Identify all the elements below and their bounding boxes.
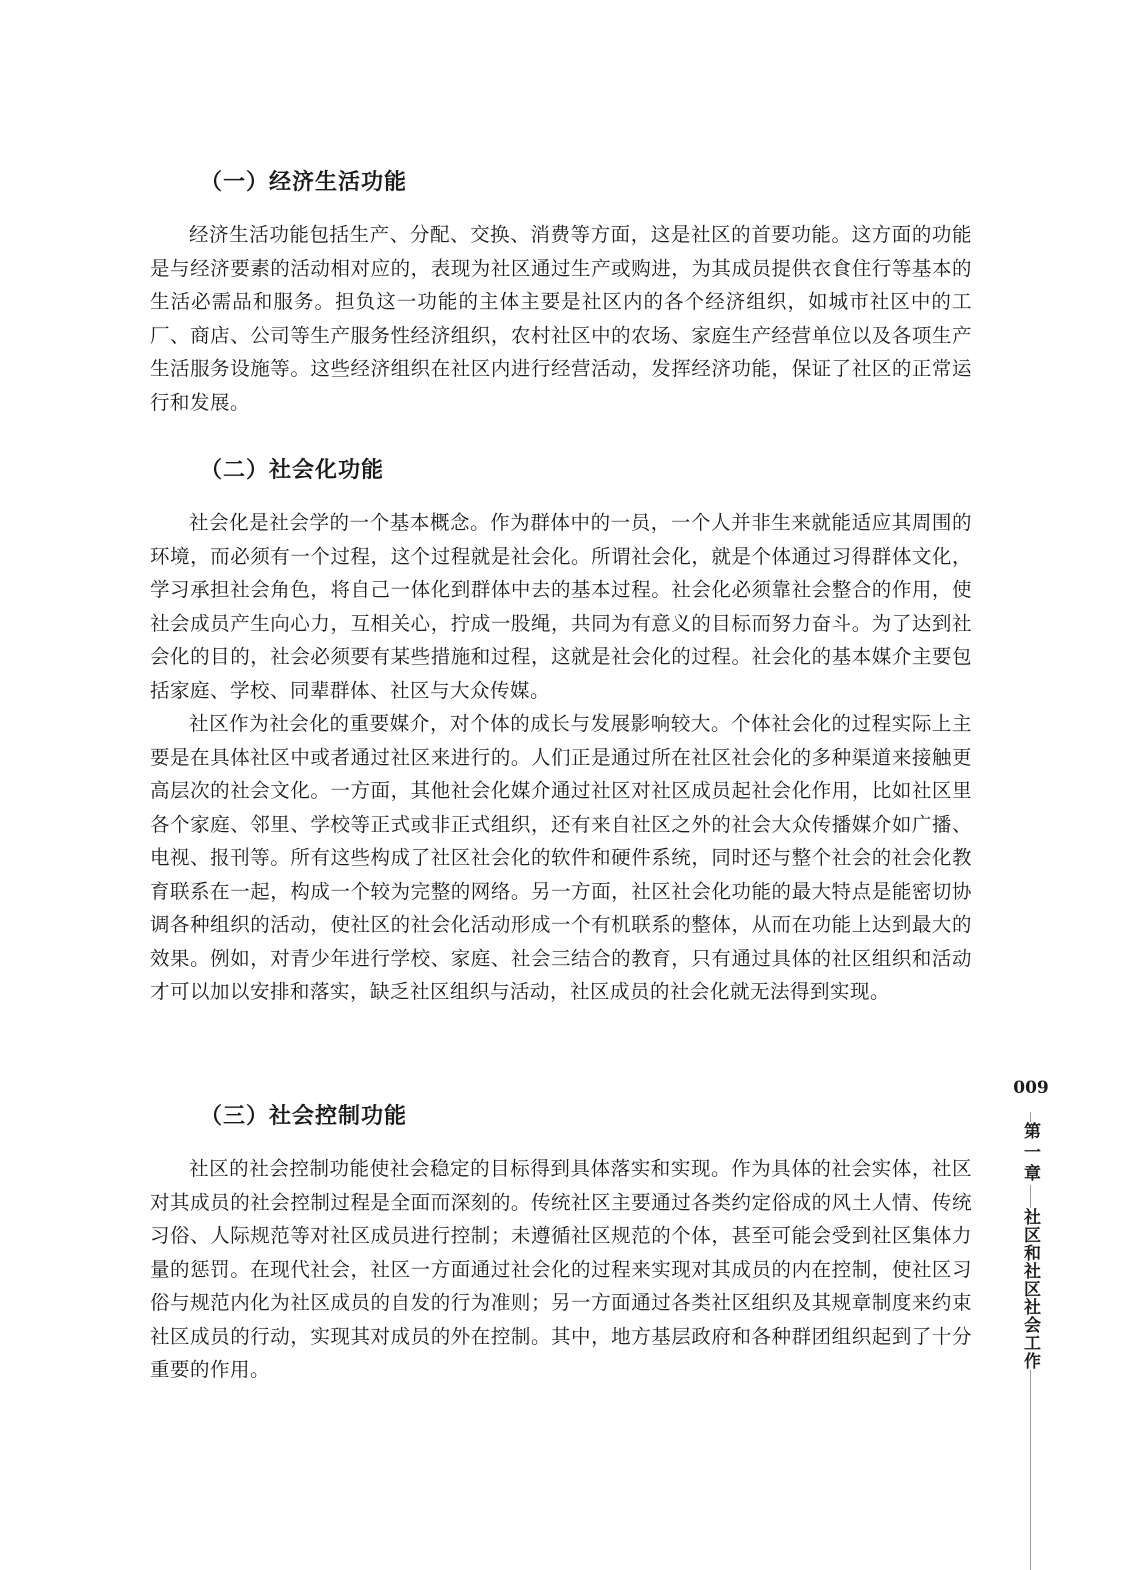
paragraph: 经济生活功能包括生产、分配、交换、消费等方面，这是社区的首要功能。这方面的功能是与经济要素的活动相对应的，表现为社区通过生产或购进，为其成员提供衣食住行等基本的生活必需品和服务。担负这一功能的主体主要是社区内的各个经济组织，如城市社区中的工厂、商店、公司等生产服务性经济组织，农村社区中的农场、家庭生产经营单位以及各项生产生活服务设施等。这些经济组织在社区内进行经营活动，发挥经济功能，保证了社区的正常运行和发展。 xyxy=(150,223,972,414)
chapter-title: 社区和社区社会工作 xyxy=(1020,1208,1040,1370)
paragraph: 社会化是社会学的一个基本概念。作为群体中的一员，一个人并非生来就能适应其周围的环境，而必须有一个过程，这个过程就是社会化。所谓社会化，就是个体通过习得群体文化，学习承担社会角色，将自己一体化到群体中去的基本过程。社会化必须靠社会整合的作用，使社会成员产生向心力，互相关心，拧成一股绳，共同为有意义的目标而努力奋斗。为了达到社会化的目的，社会必须要有某些措施和过程，这就是社会化的过程。社会化的基本媒介主要包括家庭、学校、同辈群体、社区与大众传媒。 xyxy=(150,511,972,702)
section-socialization xyxy=(150,456,972,1009)
section-heading: （一）经济生活功能 xyxy=(200,170,408,195)
paragraph: 社区作为社会化的重要媒介，对个体的成长与发展影响较大。个体社会化的过程实际上主要是在具体社区中或者通过社区来进行的。人们正是通过所在社区社会化的多种渠道来接触更高层次的社会文化。一方面，其他社会化媒介通过社区对社区成员起社会化作用，比如社区里各个家庭、邻里、学校等正式或非正式组织，还有来自社区之外的社会大众传播媒介如广播、电视、报刊等。所有这些构成了社区社会化的软件和硬件系统，同时还与整个社会的社会化教育联系在一起，构成一个较为完整的网络。另一方面，社区社会化功能的最大特点是能密切协调各种组织的活动，使社区的社会化活动形成一个有机联系的整体，从而在功能上达到最大的效果。例如，对青少年进行学校、家庭、社会三结合的教育，只有通过具体的社区组织和活动才可以加以安排和落实，缺乏社区组织与活动，社区成员的社会化就无法得到实现。 xyxy=(150,712,972,1003)
section-economic-life xyxy=(150,168,972,419)
section-heading: （二）社会化功能 xyxy=(200,458,385,483)
page-number: 009 xyxy=(1008,1078,1054,1098)
chapter-label: 第一章 xyxy=(1020,1122,1040,1185)
section-heading: （三）社会控制功能 xyxy=(200,1104,408,1129)
section-social-control xyxy=(150,1102,972,1387)
paragraph: 社区的社会控制功能使社会稳定的目标得到具体落实和实现。作为具体的社会实体，社区对其成员的社会控制过程是全面而深刻的。传统社区主要通过各类约定俗成的风土人情、传统习俗、人际规范等对社区成员进行控制；未遵循社区规范的个体，甚至可能会受到社区集体力量的惩罚。在现代社会，社区一方面通过社会化的过程来实现对其成员的内在控制，使社区习俗与规范内化为社区成员的自发的行为准则；另一方面通过各类社区组织及其规章制度来约束社区成员的行动，实现其对成员的外在控制。其中，地方基层政府和各种群团组织起到了十分重要的作用。 xyxy=(150,1157,972,1381)
